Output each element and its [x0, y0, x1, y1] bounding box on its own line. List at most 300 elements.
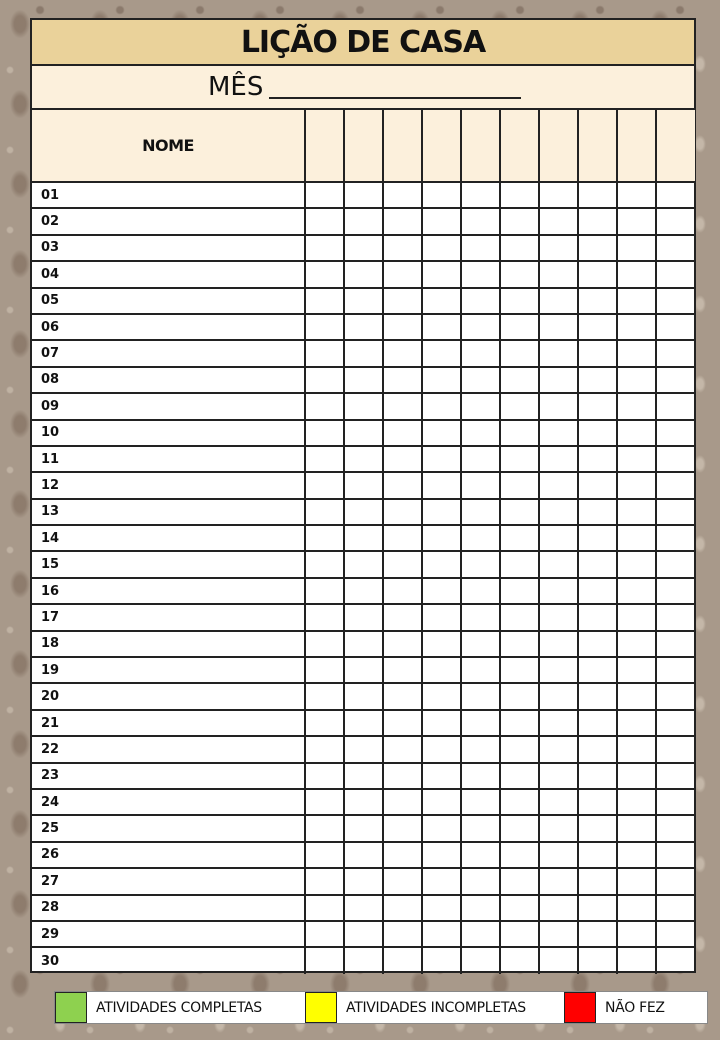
- mark-cell[interactable]: [539, 551, 578, 577]
- mark-cell[interactable]: [656, 551, 695, 577]
- mark-cell[interactable]: [617, 235, 656, 261]
- mark-cell[interactable]: [578, 472, 617, 498]
- student-number-cell[interactable]: 29: [32, 921, 305, 947]
- mark-cell[interactable]: [422, 525, 461, 551]
- mark-cell[interactable]: [305, 683, 344, 709]
- mark-cell[interactable]: [461, 472, 500, 498]
- mark-cell[interactable]: [383, 947, 422, 973]
- student-number-cell[interactable]: 09: [32, 393, 305, 419]
- mark-cell[interactable]: [461, 631, 500, 657]
- mark-cell[interactable]: [656, 472, 695, 498]
- mark-cell[interactable]: [617, 367, 656, 393]
- mark-cell[interactable]: [422, 208, 461, 234]
- mark-cell[interactable]: [500, 182, 539, 208]
- mark-cell[interactable]: [422, 657, 461, 683]
- mark-cell[interactable]: [305, 288, 344, 314]
- mark-cell[interactable]: [461, 578, 500, 604]
- mark-cell[interactable]: [539, 420, 578, 446]
- mark-cell[interactable]: [461, 182, 500, 208]
- mark-cell[interactable]: [344, 288, 383, 314]
- mark-cell[interactable]: [500, 815, 539, 841]
- mark-cell[interactable]: [305, 921, 344, 947]
- mark-cell[interactable]: [539, 340, 578, 366]
- mark-cell[interactable]: [422, 736, 461, 762]
- mark-cell[interactable]: [617, 420, 656, 446]
- mark-cell[interactable]: [539, 367, 578, 393]
- mark-cell[interactable]: [383, 314, 422, 340]
- mark-cell[interactable]: [461, 288, 500, 314]
- mark-cell[interactable]: [656, 736, 695, 762]
- mark-cell[interactable]: [461, 683, 500, 709]
- mark-cell[interactable]: [344, 340, 383, 366]
- mark-cell[interactable]: [617, 895, 656, 921]
- mark-cell[interactable]: [500, 921, 539, 947]
- mark-cell[interactable]: [617, 393, 656, 419]
- mark-cell[interactable]: [461, 947, 500, 973]
- mark-cell[interactable]: [578, 710, 617, 736]
- mark-cell[interactable]: [539, 763, 578, 789]
- mark-cell[interactable]: [461, 604, 500, 630]
- mark-cell[interactable]: [461, 525, 500, 551]
- mark-cell[interactable]: [383, 393, 422, 419]
- student-number-cell[interactable]: 11: [32, 446, 305, 472]
- mark-cell[interactable]: [422, 235, 461, 261]
- mark-cell[interactable]: [539, 710, 578, 736]
- student-number-cell[interactable]: 10: [32, 420, 305, 446]
- student-number-cell[interactable]: 06: [32, 314, 305, 340]
- mark-cell[interactable]: [617, 868, 656, 894]
- mark-cell[interactable]: [578, 235, 617, 261]
- mark-cell[interactable]: [305, 420, 344, 446]
- mark-cell[interactable]: [578, 551, 617, 577]
- mark-cell[interactable]: [383, 710, 422, 736]
- mark-cell[interactable]: [461, 763, 500, 789]
- mark-cell[interactable]: [344, 393, 383, 419]
- mark-cell[interactable]: [500, 446, 539, 472]
- mark-cell[interactable]: [344, 683, 383, 709]
- mark-cell[interactable]: [344, 947, 383, 973]
- student-number-cell[interactable]: 30: [32, 947, 305, 973]
- mark-cell[interactable]: [344, 525, 383, 551]
- mark-cell[interactable]: [422, 420, 461, 446]
- mark-cell[interactable]: [500, 288, 539, 314]
- mark-cell[interactable]: [344, 499, 383, 525]
- mark-cell[interactable]: [617, 525, 656, 551]
- mark-cell[interactable]: [500, 261, 539, 287]
- mark-cell[interactable]: [344, 472, 383, 498]
- mark-cell[interactable]: [305, 525, 344, 551]
- mark-cell[interactable]: [500, 868, 539, 894]
- mark-cell[interactable]: [617, 472, 656, 498]
- mark-cell[interactable]: [578, 736, 617, 762]
- mark-cell[interactable]: [305, 815, 344, 841]
- mark-cell[interactable]: [305, 736, 344, 762]
- mark-cell[interactable]: [422, 868, 461, 894]
- mark-cell[interactable]: [656, 340, 695, 366]
- mark-cell[interactable]: [500, 789, 539, 815]
- mark-cell[interactable]: [305, 393, 344, 419]
- student-number-cell[interactable]: 28: [32, 895, 305, 921]
- mark-cell[interactable]: [461, 657, 500, 683]
- mark-cell[interactable]: [461, 842, 500, 868]
- mark-cell[interactable]: [500, 683, 539, 709]
- mark-cell[interactable]: [305, 261, 344, 287]
- mark-cell[interactable]: [422, 631, 461, 657]
- mark-cell[interactable]: [578, 499, 617, 525]
- mark-cell[interactable]: [500, 710, 539, 736]
- mark-cell[interactable]: [617, 604, 656, 630]
- mark-cell[interactable]: [461, 367, 500, 393]
- mark-cell[interactable]: [500, 631, 539, 657]
- mark-cell[interactable]: [578, 367, 617, 393]
- mark-cell[interactable]: [383, 261, 422, 287]
- student-number-cell[interactable]: 21: [32, 710, 305, 736]
- student-number-cell[interactable]: 13: [32, 499, 305, 525]
- mark-cell[interactable]: [539, 736, 578, 762]
- student-number-cell[interactable]: 02: [32, 208, 305, 234]
- mark-cell[interactable]: [617, 288, 656, 314]
- student-number-cell[interactable]: 18: [32, 631, 305, 657]
- mark-cell[interactable]: [383, 736, 422, 762]
- mark-cell[interactable]: [500, 604, 539, 630]
- mark-cell[interactable]: [422, 472, 461, 498]
- student-number-cell[interactable]: 05: [32, 288, 305, 314]
- mark-cell[interactable]: [500, 551, 539, 577]
- mark-cell[interactable]: [422, 947, 461, 973]
- mark-cell[interactable]: [344, 736, 383, 762]
- student-number-cell[interactable]: 08: [32, 367, 305, 393]
- mark-cell[interactable]: [422, 367, 461, 393]
- mark-cell[interactable]: [500, 947, 539, 973]
- mark-cell[interactable]: [578, 446, 617, 472]
- mark-cell[interactable]: [344, 868, 383, 894]
- mark-cell[interactable]: [656, 182, 695, 208]
- mark-cell[interactable]: [422, 314, 461, 340]
- mark-cell[interactable]: [500, 367, 539, 393]
- mark-cell[interactable]: [383, 868, 422, 894]
- mark-cell[interactable]: [461, 736, 500, 762]
- mark-cell[interactable]: [305, 367, 344, 393]
- mark-cell[interactable]: [539, 657, 578, 683]
- student-number-cell[interactable]: 12: [32, 472, 305, 498]
- mark-cell[interactable]: [656, 261, 695, 287]
- mark-cell[interactable]: [500, 208, 539, 234]
- mark-cell[interactable]: [422, 921, 461, 947]
- mark-cell[interactable]: [383, 182, 422, 208]
- mark-cell[interactable]: [617, 921, 656, 947]
- mark-cell[interactable]: [344, 710, 383, 736]
- mark-cell[interactable]: [344, 551, 383, 577]
- mark-cell[interactable]: [539, 631, 578, 657]
- mark-cell[interactable]: [383, 525, 422, 551]
- mark-cell[interactable]: [617, 208, 656, 234]
- mark-cell[interactable]: [422, 182, 461, 208]
- mark-cell[interactable]: [539, 921, 578, 947]
- mark-cell[interactable]: [344, 235, 383, 261]
- mark-cell[interactable]: [383, 420, 422, 446]
- mark-cell[interactable]: [383, 921, 422, 947]
- mark-cell[interactable]: [461, 895, 500, 921]
- mark-cell[interactable]: [305, 763, 344, 789]
- mark-cell[interactable]: [383, 446, 422, 472]
- mark-cell[interactable]: [539, 789, 578, 815]
- mark-cell[interactable]: [344, 842, 383, 868]
- mark-cell[interactable]: [578, 604, 617, 630]
- mark-cell[interactable]: [305, 842, 344, 868]
- mark-cell[interactable]: [383, 367, 422, 393]
- mark-cell[interactable]: [461, 499, 500, 525]
- mark-cell[interactable]: [656, 235, 695, 261]
- mark-cell[interactable]: [344, 604, 383, 630]
- mark-cell[interactable]: [617, 710, 656, 736]
- mark-cell[interactable]: [578, 208, 617, 234]
- mark-cell[interactable]: [539, 288, 578, 314]
- mark-cell[interactable]: [539, 446, 578, 472]
- mark-cell[interactable]: [617, 683, 656, 709]
- mark-cell[interactable]: [461, 868, 500, 894]
- mark-cell[interactable]: [617, 842, 656, 868]
- mark-cell[interactable]: [656, 921, 695, 947]
- mark-cell[interactable]: [539, 842, 578, 868]
- mark-cell[interactable]: [461, 446, 500, 472]
- mark-cell[interactable]: [617, 578, 656, 604]
- mark-cell[interactable]: [422, 842, 461, 868]
- mark-cell[interactable]: [656, 815, 695, 841]
- mark-cell[interactable]: [461, 314, 500, 340]
- mark-cell[interactable]: [578, 868, 617, 894]
- mark-cell[interactable]: [656, 842, 695, 868]
- mark-cell[interactable]: [422, 261, 461, 287]
- mark-cell[interactable]: [578, 789, 617, 815]
- mark-cell[interactable]: [344, 420, 383, 446]
- mark-cell[interactable]: [305, 604, 344, 630]
- mark-cell[interactable]: [617, 261, 656, 287]
- mark-cell[interactable]: [539, 393, 578, 419]
- mark-cell[interactable]: [539, 683, 578, 709]
- mark-cell[interactable]: [539, 868, 578, 894]
- mark-cell[interactable]: [344, 208, 383, 234]
- mark-cell[interactable]: [383, 789, 422, 815]
- mark-cell[interactable]: [500, 314, 539, 340]
- mark-cell[interactable]: [344, 895, 383, 921]
- mark-cell[interactable]: [461, 208, 500, 234]
- mark-cell[interactable]: [656, 367, 695, 393]
- mark-cell[interactable]: [617, 657, 656, 683]
- mark-cell[interactable]: [500, 340, 539, 366]
- mark-cell[interactable]: [539, 314, 578, 340]
- mark-cell[interactable]: [383, 631, 422, 657]
- mark-cell[interactable]: [305, 868, 344, 894]
- mark-cell[interactable]: [539, 235, 578, 261]
- mark-cell[interactable]: [500, 393, 539, 419]
- student-number-cell[interactable]: 27: [32, 868, 305, 894]
- mark-cell[interactable]: [305, 446, 344, 472]
- mark-cell[interactable]: [539, 261, 578, 287]
- mark-cell[interactable]: [305, 208, 344, 234]
- mark-cell[interactable]: [656, 208, 695, 234]
- mark-cell[interactable]: [500, 763, 539, 789]
- student-number-cell[interactable]: 04: [32, 261, 305, 287]
- mark-cell[interactable]: [461, 261, 500, 287]
- mark-cell[interactable]: [305, 789, 344, 815]
- mark-cell[interactable]: [578, 815, 617, 841]
- student-number-cell[interactable]: 24: [32, 789, 305, 815]
- mark-cell[interactable]: [539, 472, 578, 498]
- mark-cell[interactable]: [383, 815, 422, 841]
- mark-cell[interactable]: [500, 736, 539, 762]
- mark-cell[interactable]: [578, 288, 617, 314]
- mark-cell[interactable]: [305, 947, 344, 973]
- mark-cell[interactable]: [578, 921, 617, 947]
- student-number-cell[interactable]: 14: [32, 525, 305, 551]
- mark-cell[interactable]: [617, 789, 656, 815]
- mark-cell[interactable]: [539, 604, 578, 630]
- mark-cell[interactable]: [500, 895, 539, 921]
- mark-cell[interactable]: [500, 657, 539, 683]
- mark-cell[interactable]: [539, 947, 578, 973]
- mark-cell[interactable]: [422, 578, 461, 604]
- student-number-cell[interactable]: 23: [32, 763, 305, 789]
- mark-cell[interactable]: [305, 895, 344, 921]
- mark-cell[interactable]: [383, 472, 422, 498]
- mark-cell[interactable]: [305, 472, 344, 498]
- mark-cell[interactable]: [422, 683, 461, 709]
- mark-cell[interactable]: [344, 631, 383, 657]
- mark-cell[interactable]: [500, 525, 539, 551]
- mark-cell[interactable]: [500, 235, 539, 261]
- mark-cell[interactable]: [539, 815, 578, 841]
- mark-cell[interactable]: [578, 340, 617, 366]
- mark-cell[interactable]: [656, 763, 695, 789]
- mark-cell[interactable]: [656, 868, 695, 894]
- mark-cell[interactable]: [617, 340, 656, 366]
- mark-cell[interactable]: [422, 763, 461, 789]
- mark-cell[interactable]: [383, 657, 422, 683]
- mark-cell[interactable]: [617, 499, 656, 525]
- mark-cell[interactable]: [617, 815, 656, 841]
- mark-cell[interactable]: [344, 921, 383, 947]
- mark-cell[interactable]: [461, 789, 500, 815]
- mark-cell[interactable]: [539, 208, 578, 234]
- mark-cell[interactable]: [656, 683, 695, 709]
- mark-cell[interactable]: [344, 261, 383, 287]
- mark-cell[interactable]: [383, 208, 422, 234]
- mark-cell[interactable]: [422, 604, 461, 630]
- student-number-cell[interactable]: 03: [32, 235, 305, 261]
- mark-cell[interactable]: [656, 393, 695, 419]
- mark-cell[interactable]: [578, 763, 617, 789]
- mark-cell[interactable]: [656, 604, 695, 630]
- mark-cell[interactable]: [617, 182, 656, 208]
- mark-cell[interactable]: [617, 763, 656, 789]
- mark-cell[interactable]: [305, 710, 344, 736]
- mark-cell[interactable]: [578, 683, 617, 709]
- student-number-cell[interactable]: 01: [32, 182, 305, 208]
- mark-cell[interactable]: [344, 657, 383, 683]
- mark-cell[interactable]: [461, 551, 500, 577]
- mark-cell[interactable]: [344, 789, 383, 815]
- mark-cell[interactable]: [344, 446, 383, 472]
- mark-cell[interactable]: [578, 947, 617, 973]
- mark-cell[interactable]: [617, 446, 656, 472]
- mark-cell[interactable]: [422, 815, 461, 841]
- mark-cell[interactable]: [500, 578, 539, 604]
- student-number-cell[interactable]: 16: [32, 578, 305, 604]
- mark-cell[interactable]: [344, 367, 383, 393]
- mark-cell[interactable]: [461, 921, 500, 947]
- mark-cell[interactable]: [383, 763, 422, 789]
- mark-cell[interactable]: [656, 631, 695, 657]
- mark-cell[interactable]: [539, 895, 578, 921]
- mark-cell[interactable]: [383, 288, 422, 314]
- mark-cell[interactable]: [305, 235, 344, 261]
- mark-cell[interactable]: [500, 842, 539, 868]
- mark-cell[interactable]: [383, 235, 422, 261]
- mark-cell[interactable]: [305, 578, 344, 604]
- mark-cell[interactable]: [656, 578, 695, 604]
- student-number-cell[interactable]: 20: [32, 683, 305, 709]
- mark-cell[interactable]: [656, 895, 695, 921]
- mark-cell[interactable]: [500, 499, 539, 525]
- mark-cell[interactable]: [344, 578, 383, 604]
- mark-cell[interactable]: [305, 657, 344, 683]
- mark-cell[interactable]: [422, 895, 461, 921]
- student-number-cell[interactable]: 19: [32, 657, 305, 683]
- mark-cell[interactable]: [305, 314, 344, 340]
- mark-cell[interactable]: [656, 420, 695, 446]
- mark-cell[interactable]: [500, 472, 539, 498]
- mark-cell[interactable]: [383, 499, 422, 525]
- mark-cell[interactable]: [500, 420, 539, 446]
- mark-cell[interactable]: [422, 446, 461, 472]
- mark-cell[interactable]: [578, 314, 617, 340]
- mark-cell[interactable]: [422, 710, 461, 736]
- mark-cell[interactable]: [422, 789, 461, 815]
- mark-cell[interactable]: [578, 182, 617, 208]
- student-number-cell[interactable]: 07: [32, 340, 305, 366]
- mark-cell[interactable]: [461, 235, 500, 261]
- mark-cell[interactable]: [305, 631, 344, 657]
- student-number-cell[interactable]: 15: [32, 551, 305, 577]
- student-number-cell[interactable]: 25: [32, 815, 305, 841]
- mark-cell[interactable]: [656, 789, 695, 815]
- student-number-cell[interactable]: 26: [32, 842, 305, 868]
- mark-cell[interactable]: [617, 314, 656, 340]
- student-number-cell[interactable]: 22: [32, 736, 305, 762]
- mark-cell[interactable]: [656, 710, 695, 736]
- mark-cell[interactable]: [656, 499, 695, 525]
- mark-cell[interactable]: [461, 340, 500, 366]
- mark-cell[interactable]: [578, 525, 617, 551]
- mark-cell[interactable]: [539, 525, 578, 551]
- mark-cell[interactable]: [383, 683, 422, 709]
- mark-cell[interactable]: [383, 895, 422, 921]
- mark-cell[interactable]: [305, 182, 344, 208]
- mark-cell[interactable]: [344, 314, 383, 340]
- mark-cell[interactable]: [656, 947, 695, 973]
- mark-cell[interactable]: [305, 551, 344, 577]
- mark-cell[interactable]: [305, 499, 344, 525]
- mark-cell[interactable]: [578, 578, 617, 604]
- mark-cell[interactable]: [617, 736, 656, 762]
- mark-cell[interactable]: [578, 895, 617, 921]
- mark-cell[interactable]: [422, 499, 461, 525]
- mark-cell[interactable]: [578, 420, 617, 446]
- mark-cell[interactable]: [578, 842, 617, 868]
- student-number-cell[interactable]: 17: [32, 604, 305, 630]
- mark-cell[interactable]: [383, 551, 422, 577]
- mark-cell[interactable]: [344, 815, 383, 841]
